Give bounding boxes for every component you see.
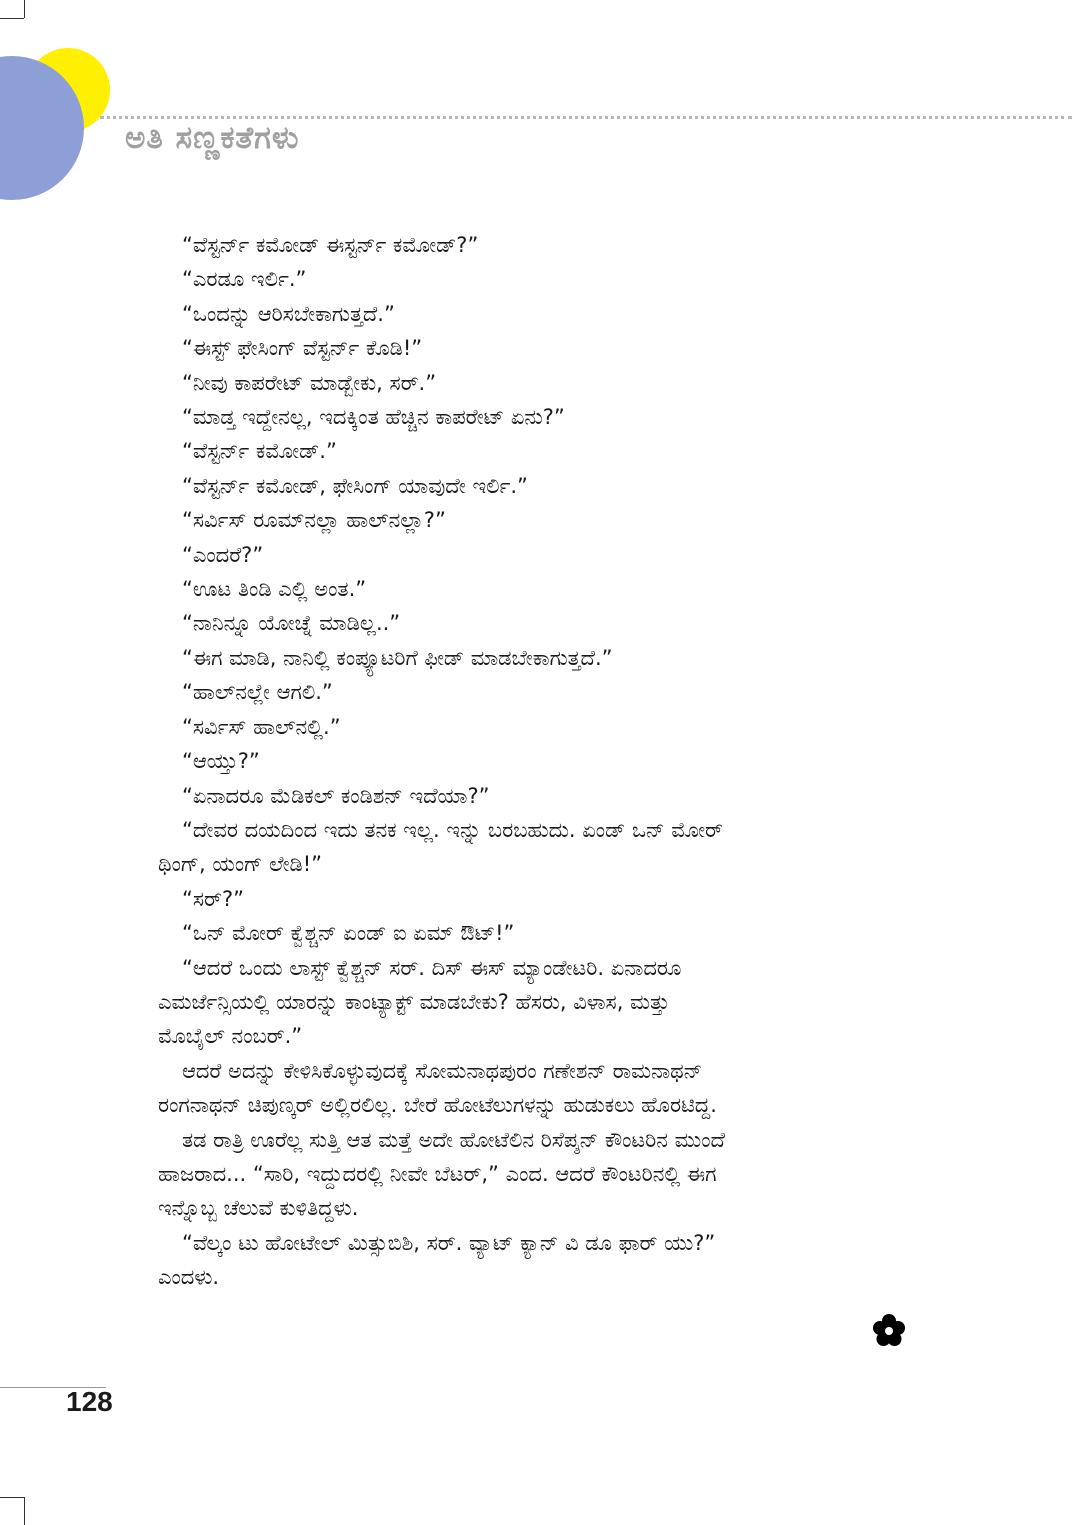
text-line: “ವೆಸ್ಟರ್ನ್ ಕಮೋಡ್ ಈಸ್ಟರ್ನ್ ಕಮೋಡ್?” — [182, 233, 479, 257]
story-text — [158, 228, 878, 1295]
crop-mark-top-horizontal — [0, 18, 24, 19]
text-line: “ನೀವು ಕಾಪರೇಟ್ ಮಾಡ್ಬೇಕು, ಸರ್.” — [182, 370, 437, 395]
text-line: “ಸರ್ವಿಸ್ ರೂಮ್‌ನಲ್ಲಾ ಹಾಲ್‌ನಲ್ಲಾ?” — [182, 508, 446, 533]
text-line: “ಹಾಲ್‌ನಲ್ಲೇ ಆಗಲಿ.” — [182, 680, 333, 705]
text-line: ಥಿಂಗ್, ಯಂಗ್ ಲೇಡಿ!” — [158, 852, 323, 877]
page-number: 128 — [66, 1386, 113, 1417]
text-line: ಇನ್ನೊಬ್ಬ ಚೆಲುವೆ ಕುಳಿತಿದ್ದಳು. — [158, 1196, 359, 1221]
text-line: ತಡ ರಾತ್ರಿ ಊರೆಲ್ಲ ಸುತ್ತಿ ಆತ ಮತ್ತೆ ಅದೇ ಹೋಟೆಲಿನ ರಿಸೆಪ್ಶನ್ ಕೌಂಟರಿನ ಮುಂದೆ — [182, 1127, 725, 1152]
text-line: “ಒನ್ ಮೋರ್ ಕ್ವೆಶ್ಚನ್ ಏಂಡ್ ಐ ಏಮ್ ಔಟ್!” — [182, 921, 515, 946]
text-line: ಹಾಜರಾದ... “ಸಾರಿ, ಇದ್ದುದರಲ್ಲಿ ನೀವೇ ಬೆಟರ್,” ಎಂದ. ಆದರೆ ಕೌಂಟರಿನಲ್ಲಿ ಈಗ — [158, 1161, 717, 1186]
header-decoration — [0, 40, 120, 250]
text-line: “ಊಟ ತಿಂಡಿ ಎಲ್ಲಿ ಅಂತ.” — [182, 577, 367, 602]
running-head: ಅತಿ ಸಣ್ಣಕತೆಗಳು — [125, 120, 300, 156]
text-line: “ಮಾಡ್ತ ಇದ್ದೇನಲ್ಲ, ಇದಕ್ಕಿಂತ ಹೆಚ್ಚಿನ ಕಾಪರೇಟ್ ಏನು?” — [182, 405, 565, 430]
text-line: ಆದರೆ ಅದನ್ನು ಕೇಳಿಸಿಕೊಳ್ಳುವುದಕ್ಕೆ ಸೋಮನಾಥಪುರಂ ಗಣೇಶನ್ ರಾಮನಾಥನ್ — [182, 1058, 703, 1083]
header-dotted-rule — [100, 116, 1072, 119]
text-line: “ಈಗ ಮಾಡಿ, ನಾನಿಲ್ಲಿ ಕಂಪ್ಯೂಟರಿಗೆ ಫೀಡ್ ಮಾಡಬೇಕಾಗುತ್ತದೆ.” — [182, 645, 613, 670]
text-line: “ನಾನಿನ್ನೂ ಯೋಚ್ನೆ ಮಾಡಿಲ್ಲ..” — [182, 611, 401, 636]
text-line: ರಂಗನಾಥನ್ ಚಿಪುಣ್ಕರ್ ಅಲ್ಲಿರಲಿಲ್ಲ. ಬೇರೆ ಹೋಟೆಲುಗಳನ್ನು ಹುಡುಕಲು ಹೊರಟಿದ್ದ. — [158, 1093, 717, 1118]
text-line: “ಏನಾದರೂ ಮೆಡಿಕಲ್ ಕಂಡಿಶನ್ ಇದೆಯಾ?” — [182, 783, 490, 808]
text-line: “ವೆಲ್ಕಂ ಟು ಹೋಟೇಲ್ ಮಿತ್ಸುಬಿಶಿ, ಸರ್. ವ್ಯಾಟ್ ಕ್ಯಾನ್ ವಿ ಡೂ ಫಾರ್ ಯು?” — [182, 1230, 716, 1255]
text-line: “ಒಂದನ್ನು ಆರಿಸಬೇಕಾಗುತ್ತದೆ.” — [182, 301, 395, 326]
text-line: “ವೆಸ್ಟರ್ನ್ ಕಮೋಡ್, ಫೇಸಿಂಗ್ ಯಾವುದೇ ಇರ್ಲಿ.” — [182, 473, 528, 498]
text-line: “ಈಸ್ಟ್ ಫೇಸಿಂಗ್ ವೆಸ್ಟರ್ನ್ ಕೊಡಿ!” — [182, 336, 423, 361]
flower-ornament-icon — [872, 1313, 906, 1347]
text-line: “ವೆಸ್ಟರ್ನ್ ಕಮೋಡ್.” — [182, 439, 337, 464]
crop-mark-bottom-horizontal — [0, 1497, 24, 1498]
text-line: “ಎರಡೂ ಇರ್ಲಿ.” — [182, 267, 307, 292]
text-line: “ಎಂದರೆ?” — [182, 542, 264, 567]
text-line: “ಆದರೆ ಒಂದು ಲಾಸ್ಟ್ ಕ್ವೆಶ್ಚನ್ ಸರ್. ದಿಸ್ ಈಸ್ ಮ್ಯಾಂಡೇಟರಿ. ಏನಾದರೂ — [182, 955, 682, 980]
text-line: ಎಮರ್ಜೆನ್ಸಿಯಲ್ಲಿ ಯಾರನ್ನು ಕಾಂಟ್ಯಾಕ್ಟ್ ಮಾಡಬೇಕು? ಹೆಸರು, ವಿಳಾಸ, ಮತ್ತು — [158, 989, 670, 1014]
text-line: ಮೊಬೈಲ್ ನಂಬರ್.” — [158, 1024, 303, 1049]
text-line: “ಸರ್ವಿಸ್ ಹಾಲ್‌ನಲ್ಲಿ.” — [182, 714, 341, 739]
crop-mark-top-vertical — [24, 0, 25, 18]
text-line: “ದೇವರ ದಯದಿಂದ ಇದು ತನಕ ಇಲ್ಲ. ಇನ್ನು ಬರಬಹುದು. ಏಂಡ್ ಒನ್ ಮೋರ್ — [182, 817, 723, 842]
crop-mark-bottom-vertical — [24, 1497, 25, 1525]
text-line: ಎಂದಳು. — [158, 1265, 220, 1290]
text-line: “ಆಯ್ತು?” — [182, 749, 260, 774]
text-line: “ಸರ್?” — [182, 886, 244, 911]
